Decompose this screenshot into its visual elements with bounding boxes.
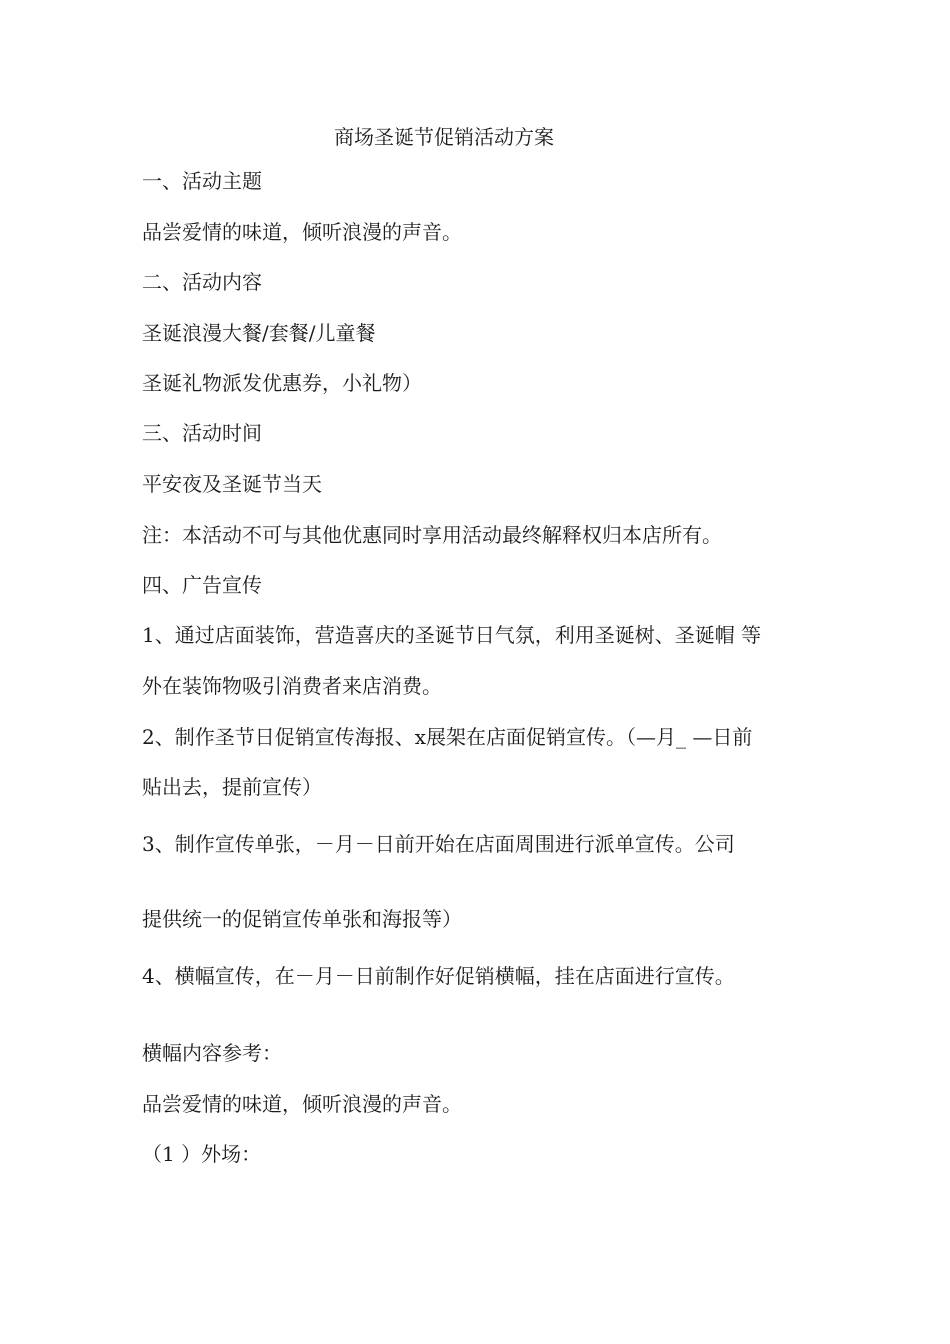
paragraph: 3、制作宣传单张，－月－日前开始在店面周围进行派单宣传。公司 <box>142 832 735 856</box>
paragraph: 圣诞浪漫大餐/套餐/儿童餐 <box>142 321 376 345</box>
section-heading-theme: 一、活动主题 <box>142 169 262 193</box>
paragraph: 4、横幅宣传，在－月－日前制作好促销横幅，挂在店面进行宣传。 <box>142 964 735 988</box>
paragraph: 1、通过店面装饰，营造喜庆的圣诞节日气氛，利用圣诞树、圣诞帽 等 <box>142 623 762 647</box>
paragraph: 贴出去，提前宣传） <box>142 775 322 799</box>
list-item: （1 ）外场： <box>142 1142 262 1166</box>
paragraph: 品尝爱情的味道，倾听浪漫的声音。 <box>142 1092 462 1116</box>
section-heading-content: 二、活动内容 <box>142 270 262 294</box>
paragraph: 横幅内容参考： <box>142 1041 282 1065</box>
paragraph: 品尝爱情的味道，倾听浪漫的声音。 <box>142 220 462 244</box>
paragraph: 2、制作圣节日促销宣传海报、x展架在店面促销宣传。（—月_ —日前 <box>142 725 753 749</box>
document-title <box>0 124 950 150</box>
paragraph: 圣诞礼物派发优惠券，小礼物） <box>142 371 422 395</box>
paragraph: 外在装饰物吸引消费者来店消费。 <box>142 674 442 698</box>
section-heading-advertising: 四、广告宣传 <box>142 573 262 597</box>
note-paragraph: 注：本活动不可与其他优惠同时享用活动最终解释权归本店所有。 <box>142 523 722 547</box>
paragraph: 平安夜及圣诞节当天 <box>142 472 322 496</box>
document-title-text: 商场圣诞节促销活动方案 <box>334 125 554 149</box>
paragraph: 提供统一的促销宣传单张和海报等） <box>142 907 462 931</box>
section-heading-time: 三、活动时间 <box>142 421 262 445</box>
